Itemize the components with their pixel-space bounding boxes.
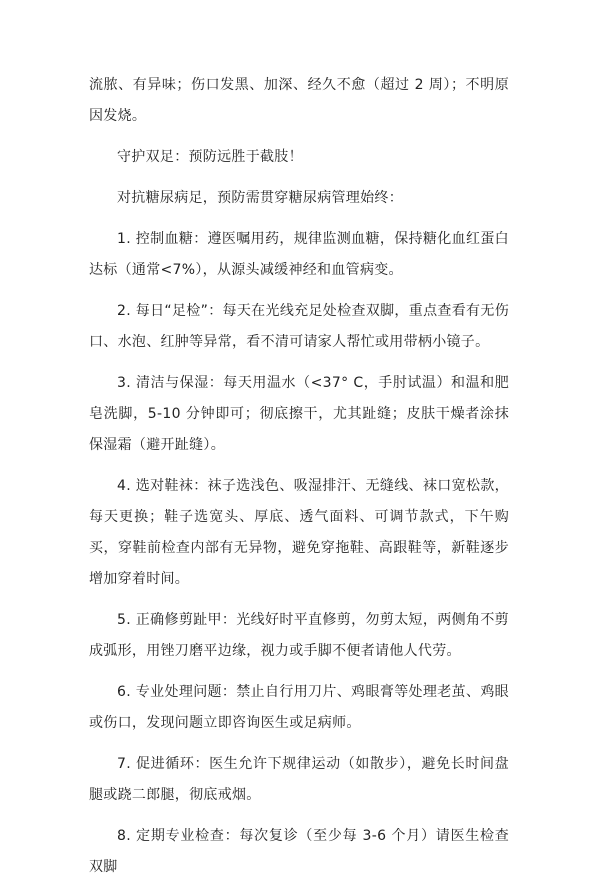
paragraph-heading	[89, 142, 509, 173]
list-item-text: 每日“足检”：每天在光线充足处检查双脚，重点查看有无伤口、水泡、红肿等异常，看不清可请家人帮忙或用带柄小镜子。	[89, 303, 509, 350]
list-item-text: 促进循环：医生允许下规律运动（如散步），避免长时间盘腿或跷二郎腿，彻底戒烟。	[89, 756, 509, 803]
list-item	[89, 296, 509, 358]
list-item-text: 专业处理问题：禁止自行用刀片、鸡眼膏等处理老茧、鸡眼或伤口，发现问题立即咨询医生或足病师。	[89, 684, 509, 731]
paragraph-warning-signs	[89, 70, 509, 132]
list-item-text: 正确修剪趾甲：光线好时平直修剪，勿剪太短，两侧角不剪成弧形，用锉刀磨平边缘，视力或手脚不便者请他人代劳。	[89, 612, 509, 659]
list-item	[89, 677, 509, 739]
list-item	[89, 749, 509, 811]
paragraph-text: 守护双足：预防远胜于截肢！	[117, 149, 303, 165]
list-item-number: 2.	[117, 303, 131, 319]
list-item	[89, 471, 509, 595]
paragraph-intro	[89, 183, 509, 214]
list-item	[89, 368, 509, 461]
list-item-number: 8.	[117, 828, 131, 844]
list-item-text: 定期专业检查：每次复诊（至少每 3-6 个月）请医生检查双脚	[89, 828, 509, 875]
paragraph-text: 流脓、有异味；伤口发黑、加深、经久不愈（超过 2 周）；不明原因发烧。	[89, 77, 509, 124]
document-body	[89, 70, 509, 893]
list-item-text: 控制血糖：遵医嘱用药，规律监测血糖，保持糖化血红蛋白达标（通常<7%），从源头减缓神经和血管病变。	[89, 231, 509, 278]
list-item	[89, 821, 509, 883]
list-item-text: 清洁与保湿：每天用温水（<37° C，手肘试温）和温和肥皂洗脚，5-10 分钟即可；彻底擦干，尤其趾缝；皮肤干燥者涂抹保湿霜（避开趾缝）。	[89, 375, 509, 453]
list-item-text: 选对鞋袜：袜子选浅色、吸湿排汗、无缝线、袜口宽松款，每天更换；鞋子选宽头、厚底、透气面料、可调节款式，下午购买，穿鞋前检查内部有无异物，避免穿拖鞋、高跟鞋等，新鞋逐步增加穿着时间。	[89, 478, 509, 587]
list-item	[89, 605, 509, 667]
list-item-number: 4.	[117, 478, 131, 494]
list-item-number: 6.	[117, 684, 131, 700]
paragraph-text: 对抗糖尿病足，预防需贯穿糖尿病管理始终：	[117, 190, 403, 206]
list-item-number: 3.	[117, 375, 131, 391]
list-item-number: 5.	[117, 612, 131, 628]
list-item-number: 1.	[117, 231, 131, 247]
list-item	[89, 224, 509, 286]
list-item-number: 7.	[117, 756, 131, 772]
